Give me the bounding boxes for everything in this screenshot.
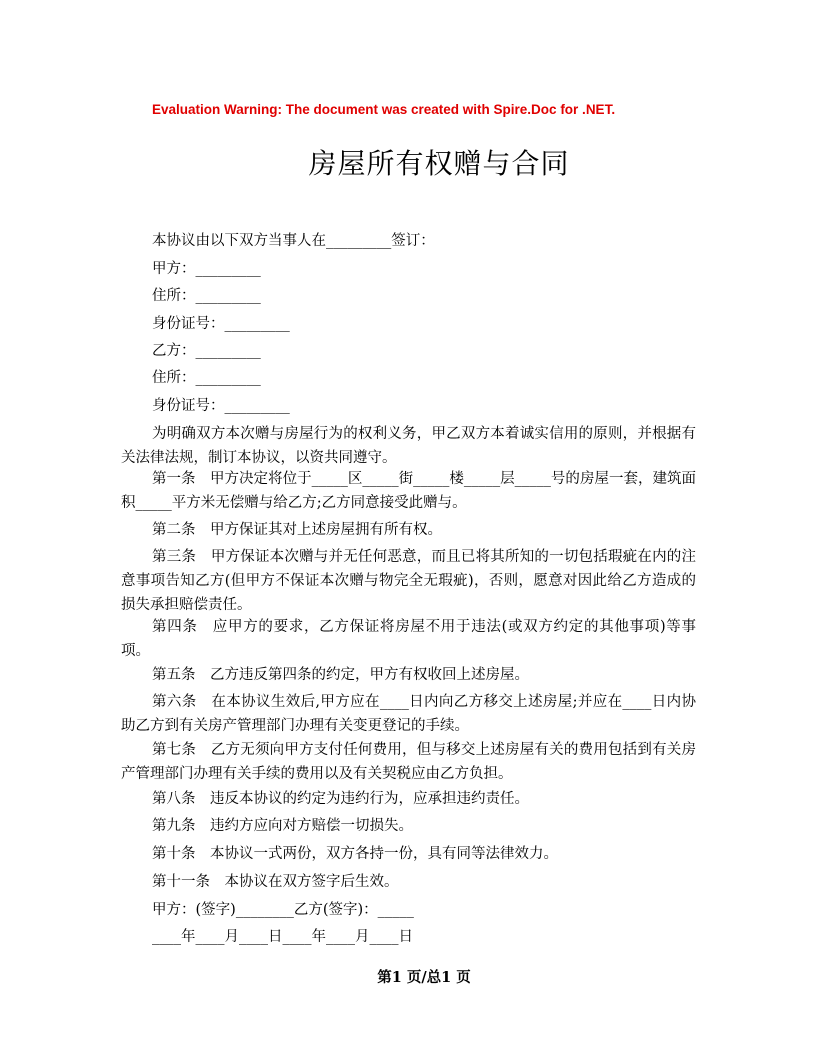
party-a-address: 住所：_________ bbox=[152, 288, 261, 304]
article-5: 第五条 乙方违反第四条的约定，甲方有权收回上述房屋。 bbox=[152, 667, 529, 683]
article-9: 第九条 违约方应向对方赔偿一切损失。 bbox=[152, 818, 413, 834]
article-11: 第十一条 本协议在双方签字后生效。 bbox=[152, 874, 399, 890]
party-b-name: 乙方：_________ bbox=[152, 343, 261, 359]
article-3: 第三条 甲方保证本次赠与并无任何恶意，而且已将其所知的一切包括瑕疵在内的注意事项告知乙方(但甲方不保证本次赠与物完全无瑕疵)，否则，愿意对因此给乙方造成的损失承担赔偿责任。 bbox=[121, 549, 696, 613]
intro-line: 本协议由以下双方当事人在_________签订： bbox=[152, 233, 435, 249]
article-4: 第四条 应甲方的要求，乙方保证将房屋不用于违法(或双方约定的其他事项)等事项。 bbox=[121, 619, 696, 659]
document-title: 房屋所有权赠与合同 bbox=[308, 147, 570, 180]
article-8: 第八条 违反本协议的约定为违约行为，应承担违约责任。 bbox=[152, 791, 529, 807]
article-6: 第六条 在本协议生效后,甲方应在____日内向乙方移交上述房屋;并应在____日内协助乙方到有关房产管理部门办理有关变更登记的手续。 bbox=[121, 694, 696, 734]
article-2: 第二条 甲方保证其对上述房屋拥有所有权。 bbox=[152, 522, 442, 538]
purpose-paragraph: 为明确双方本次赠与房屋行为的权利义务，甲乙双方本着诚实信用的原则，并根据有关法律法规，制订本协议，以资共同遵守。 bbox=[121, 426, 696, 466]
party-b-id: 身份证号：_________ bbox=[152, 398, 290, 414]
evaluation-warning: Evaluation Warning: The document was created with Spire.Doc for .NET. bbox=[152, 102, 616, 117]
article-1: 第一条 甲方决定将位于_____区_____街_____楼_____层_____号的房屋一套，建筑面积_____平方米无偿赠与给乙方;乙方同意接受此赠与。 bbox=[121, 471, 696, 511]
page-footer: 第1 页/总1 页 bbox=[377, 969, 471, 986]
date-line: ____年____月____日____年____月____日 bbox=[152, 929, 413, 945]
party-a-id: 身份证号：_________ bbox=[152, 316, 290, 332]
party-b-address: 住所：_________ bbox=[152, 370, 261, 386]
article-10: 第十条 本协议一式两份，双方各持一份，具有同等法律效力。 bbox=[152, 846, 558, 862]
article-7: 第七条 乙方无须向甲方支付任何费用，但与移交上述房屋有关的费用包括到有关房产管理部门办理有关手续的费用以及有关契税应由乙方负担。 bbox=[121, 742, 696, 782]
signature-line: 甲方：(签字)________乙方(签字)：_____ bbox=[152, 902, 414, 918]
party-a-name: 甲方：_________ bbox=[152, 261, 261, 277]
